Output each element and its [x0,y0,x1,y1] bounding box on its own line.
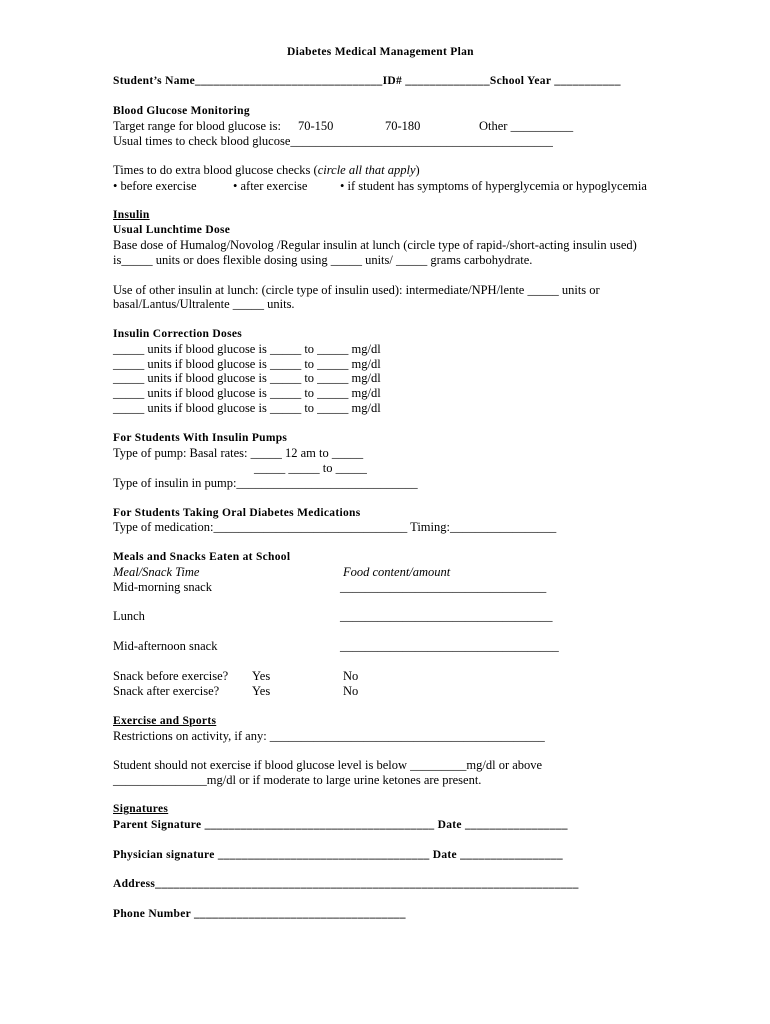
target-option-other[interactable]: Other __________ [479,119,574,133]
option-after-exercise[interactable]: • after exercise [233,179,308,193]
base-dose-line-1: Base dose of Humalog/Novolog /Regular insulin at lunch (circle type of rapid-/short-acting insulin used) [113,238,637,252]
student-info-line: Student’s Name_______________________________ID# ______________School Year ___________ [113,75,621,87]
exercise-limit-line-1[interactable]: Student should not exercise if blood glucose level is below _________mg/dl or above [113,758,543,772]
meal-row-label: Lunch [113,609,145,623]
snack-after-yes[interactable]: Yes [252,684,271,698]
extra-checks-label: Times to do extra blood glucose checks (circle all that apply) [113,163,420,177]
other-insulin-line-1[interactable]: Use of other insulin at lunch: (circle type of insulin used): intermediate/NPH/lente _____ units or [113,283,600,297]
snack-before-yes[interactable]: Yes [252,669,271,683]
snack-after-no[interactable]: No [343,684,359,698]
target-range-label: Target range for blood glucose is: [113,119,281,133]
page-title: Diabetes Medical Management Plan [287,46,474,58]
correction-doses-heading: Insulin Correction Doses [113,328,243,340]
correction-row[interactable]: _____ units if blood glucose is _____ to _____ mg/dl [113,342,381,356]
meal-row-field[interactable]: ___________________________________ [340,639,559,653]
correction-row[interactable]: _____ units if blood glucose is _____ to _____ mg/dl [113,371,381,385]
snack-before-no[interactable]: No [343,669,359,683]
meal-row-field[interactable]: _________________________________ [340,580,547,594]
pump-type-line[interactable]: Type of pump: Basal rates: _____ 12 am to _____ [113,446,364,460]
blood-glucose-heading: Blood Glucose Monitoring [113,105,250,117]
meal-row-label: Mid-morning snack [113,580,212,594]
target-option-70-150[interactable]: 70-150 [298,119,334,133]
snack-after-exercise-label: Snack after exercise? [113,684,220,698]
correction-row[interactable]: _____ units if blood glucose is _____ to _____ mg/dl [113,357,381,371]
restrictions-field[interactable]: Restrictions on activity, if any: ____________________________________________ [113,729,545,743]
other-insulin-line-2[interactable]: basal/Lantus/Ultralente _____ units. [113,297,295,311]
physician-signature-line[interactable]: Physician signature ___________________________________ Date _________________ [113,849,563,861]
insulin-heading: Insulin [113,209,150,221]
phone-number-line[interactable]: Phone Number ___________________________________ [113,908,406,920]
address-line[interactable]: Address______________________________________________________________________ [113,878,579,890]
pump-insulin-type-field[interactable]: Type of insulin in pump:_____________________________ [113,476,418,490]
meal-row-label: Mid-afternoon snack [113,639,218,653]
option-symptoms[interactable]: • if student has symptoms of hyperglycemia or hypoglycemia [340,179,647,193]
pumps-heading: For Students With Insulin Pumps [113,432,288,444]
correction-row[interactable]: _____ units if blood glucose is _____ to _____ mg/dl [113,401,381,415]
basal-rate-line-2[interactable]: _____ _____ to _____ [254,461,367,475]
base-dose-line-2[interactable]: is_____ units or does flexible dosing using _____ units/ _____ grams carbohydrate. [113,253,533,267]
oral-medications-heading: For Students Taking Oral Diabetes Medications [113,507,361,519]
meals-heading: Meals and Snacks Eaten at School [113,551,291,563]
parent-signature-line[interactable]: Parent Signature ______________________________________ Date _________________ [113,819,568,831]
meal-time-column-header: Meal/Snack Time [113,565,200,579]
signatures-heading: Signatures [113,803,169,815]
lunch-dose-heading: Usual Lunchtime Dose [113,224,231,236]
exercise-heading: Exercise and Sports [113,715,217,727]
exercise-limit-line-2[interactable]: _______________mg/dl or if moderate to large urine ketones are present. [113,773,482,787]
food-content-column-header: Food content/amount [343,565,451,579]
target-option-70-180[interactable]: 70-180 [385,119,421,133]
usual-times-field[interactable]: Usual times to check blood glucose__________________________________________ [113,134,553,148]
snack-before-exercise-label: Snack before exercise? [113,669,229,683]
medication-type-line[interactable]: Type of medication:_______________________________ Timing:_________________ [113,520,557,534]
meal-row-field[interactable]: __________________________________ [340,609,553,623]
option-before-exercise[interactable]: • before exercise [113,179,197,193]
correction-row[interactable]: _____ units if blood glucose is _____ to _____ mg/dl [113,386,381,400]
